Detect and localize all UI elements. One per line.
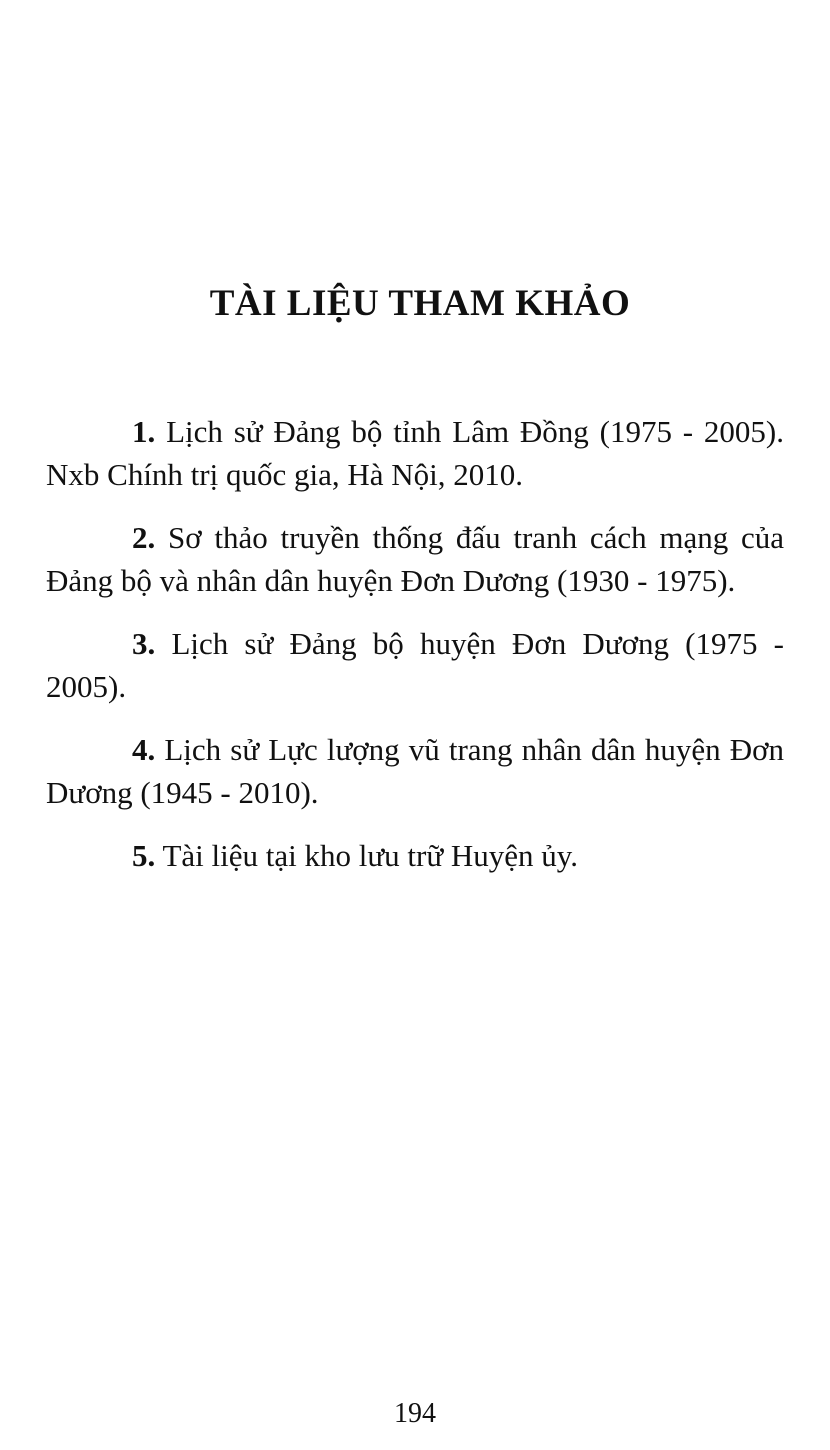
reference-number: 5. <box>132 838 156 873</box>
reference-item <box>46 834 784 877</box>
reference-list <box>46 410 784 897</box>
reference-number: 3. <box>132 626 156 661</box>
reference-text: Lịch sử Lực lượng vũ trang nhân dân huyện Đơn Dương (1945 - 2010). <box>46 732 785 810</box>
reference-text: Tài liệu tại kho lưu trữ Huyện ủy. <box>162 838 579 873</box>
reference-item <box>46 622 784 708</box>
reference-text: Lịch sử Đảng bộ huyện Đơn Dương (1975 - 2005). <box>46 626 784 704</box>
reference-text: Lịch sử Đảng bộ tỉnh Lâm Đồng (1975 - 2005). Nxb Chính trị quốc gia, Hà Nội, 2010. <box>46 414 784 492</box>
reference-number: 4. <box>132 732 156 767</box>
reference-number: 2. <box>132 520 156 555</box>
page-title: TÀI LIỆU THAM KHẢO <box>209 283 631 324</box>
reference-item <box>46 728 784 814</box>
page-number: 194 <box>394 1398 436 1429</box>
reference-item <box>46 516 784 602</box>
reference-item <box>46 410 784 496</box>
reference-number: 1. <box>132 414 156 449</box>
reference-text: Sơ thảo truyền thống đấu tranh cách mạng của Đảng bộ và nhân dân huyện Đơn Dương (1930 - 1975). <box>46 520 785 598</box>
